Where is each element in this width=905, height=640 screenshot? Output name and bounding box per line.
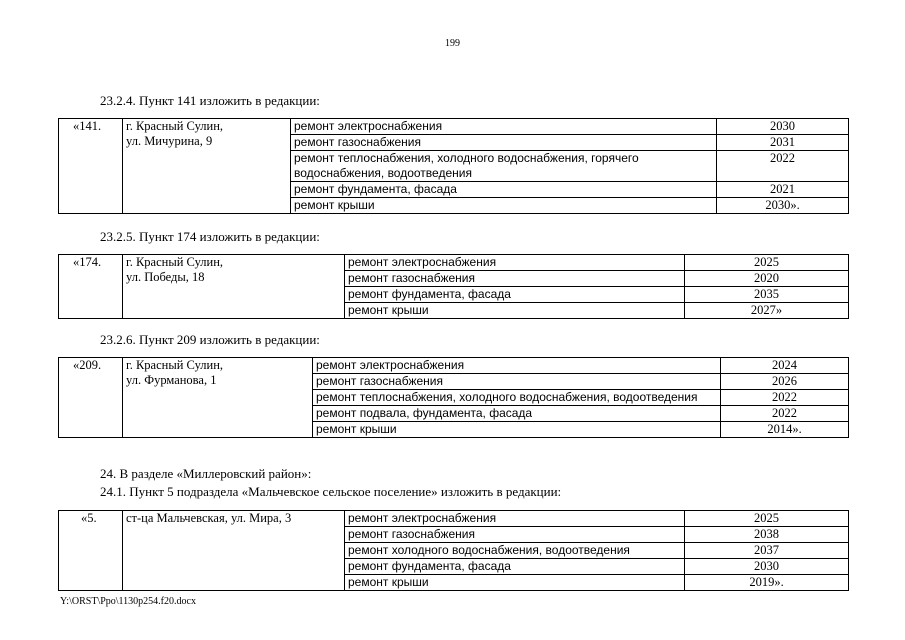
work-cell: ремонт электроснабжения xyxy=(345,511,685,527)
paragraph-24-1: 24.1. Пункт 5 подраздела «Мальчевское сельское поселение» изложить в редакции: xyxy=(100,484,562,499)
work-cell: ремонт газоснабжения xyxy=(345,271,685,287)
item-number: «5. xyxy=(59,511,123,591)
item-number: «174. xyxy=(59,255,123,319)
year-cell: 2025 xyxy=(685,511,849,527)
work-cell: ремонт газоснабжения xyxy=(313,374,721,390)
footer-file-path: Y:\ORST\Ppo\1130p254.f20.docx xyxy=(60,596,196,607)
year-cell: 2020 xyxy=(685,271,849,287)
work-cell: ремонт фундамента, фасада xyxy=(345,287,685,303)
work-cell: ремонт крыши xyxy=(291,198,717,214)
table-item-209 xyxy=(58,357,849,438)
item-address: г. Красный Сулин, ул. Фурманова, 1 xyxy=(123,358,313,438)
work-cell: ремонт электроснабжения xyxy=(291,119,717,135)
item-address: г. Красный Сулин, ул. Мичурина, 9 xyxy=(123,119,291,214)
item-number: «141. xyxy=(59,119,123,214)
year-cell: 2027» xyxy=(685,303,849,319)
work-cell: ремонт электроснабжения xyxy=(313,358,721,374)
year-cell: 2021 xyxy=(717,182,849,198)
work-cell: ремонт фундамента, фасада xyxy=(291,182,717,198)
paragraph-23-2-6: 23.2.6. Пункт 209 изложить в редакции: xyxy=(100,332,320,347)
year-cell: 2026 xyxy=(721,374,849,390)
table-item-141 xyxy=(58,118,849,214)
work-cell: ремонт подвала, фундамента, фасада xyxy=(313,406,721,422)
work-cell: ремонт крыши xyxy=(313,422,721,438)
year-cell: 2024 xyxy=(721,358,849,374)
work-cell: ремонт холодного водоснабжения, водоотведения xyxy=(345,543,685,559)
year-cell: 2030». xyxy=(717,198,849,214)
paragraph-23-2-4: 23.2.4. Пункт 141 изложить в редакции: xyxy=(100,93,320,108)
year-cell: 2038 xyxy=(685,527,849,543)
work-cell: ремонт крыши xyxy=(345,303,685,319)
work-cell: ремонт теплоснабжения, холодного водоснабжения, горячего водоснабжения, водоотведения xyxy=(291,151,717,182)
item-address: ст-ца Мальчевская, ул. Мира, 3 xyxy=(123,511,345,591)
year-cell: 2019». xyxy=(685,575,849,591)
year-cell: 2025 xyxy=(685,255,849,271)
year-cell: 2014». xyxy=(721,422,849,438)
year-cell: 2035 xyxy=(685,287,849,303)
year-cell: 2022 xyxy=(721,406,849,422)
work-cell: ремонт теплоснабжения, холодного водоснабжения, водоотведения xyxy=(313,390,721,406)
work-cell: ремонт фундамента, фасада xyxy=(345,559,685,575)
year-cell: 2030 xyxy=(685,559,849,575)
year-cell: 2022 xyxy=(721,390,849,406)
work-cell: ремонт газоснабжения xyxy=(345,527,685,543)
page-number: 199 xyxy=(445,38,460,49)
work-cell: ремонт электроснабжения xyxy=(345,255,685,271)
year-cell: 2037 xyxy=(685,543,849,559)
table-item-5 xyxy=(58,510,849,591)
year-cell: 2031 xyxy=(717,135,849,151)
paragraph-23-2-5: 23.2.5. Пункт 174 изложить в редакции: xyxy=(100,229,320,244)
table-item-174 xyxy=(58,254,849,319)
item-number: «209. xyxy=(59,358,123,438)
item-address: г. Красный Сулин, ул. Победы, 18 xyxy=(123,255,345,319)
paragraph-24: 24. В разделе «Миллеровский район»: xyxy=(100,466,312,481)
work-cell: ремонт газоснабжения xyxy=(291,135,717,151)
work-cell: ремонт крыши xyxy=(345,575,685,591)
year-cell: 2030 xyxy=(717,119,849,135)
year-cell: 2022 xyxy=(717,151,849,182)
